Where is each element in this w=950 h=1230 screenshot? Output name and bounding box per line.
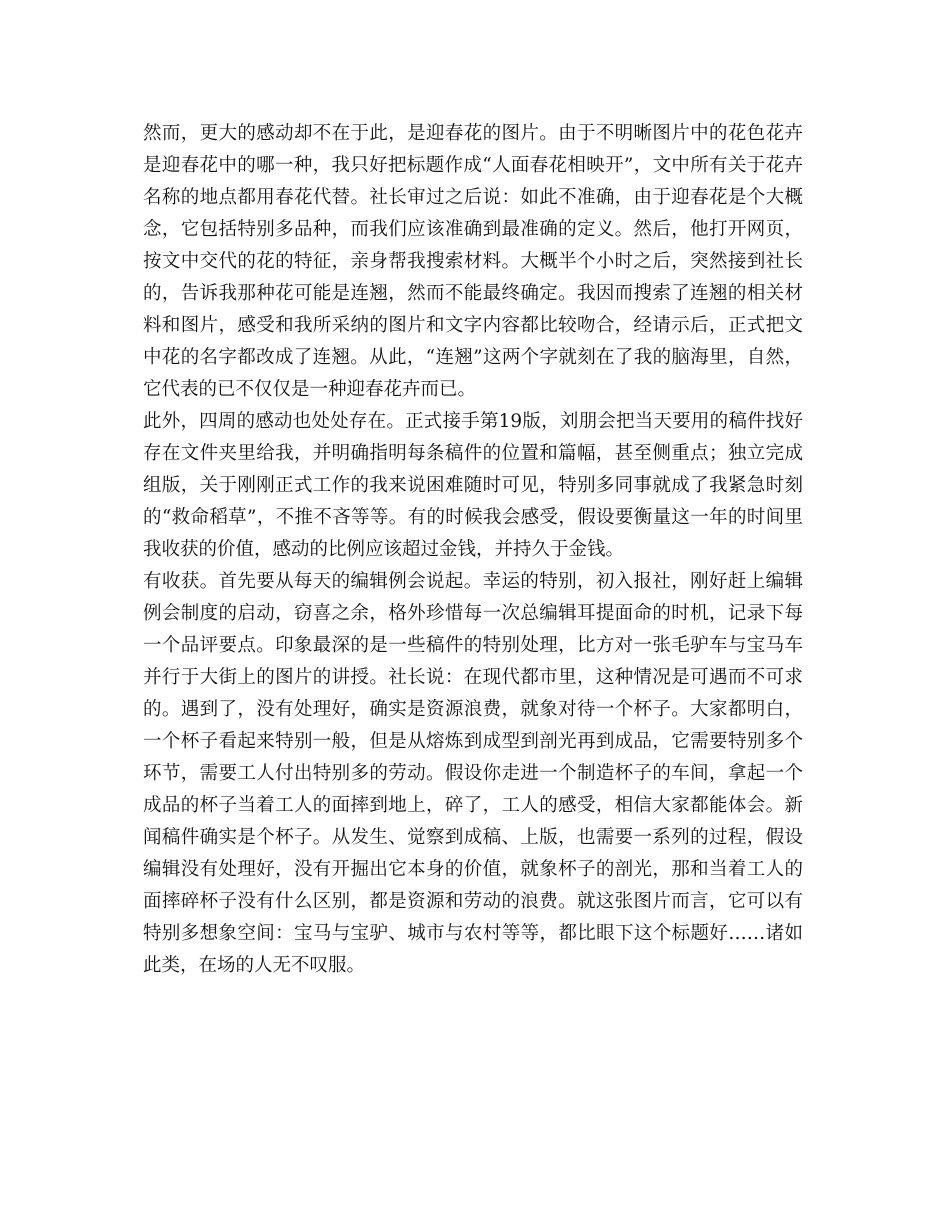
paragraph-1: 然而，更大的感动却不在于此，是迎春花的图片。由于不明晰图片中的花色花卉是迎春花中的哪一种，我只好把标题作成“人面春花相映开”，文中所有关于花卉名称的地点都用春花代替。社长审过之后说：如此不准确，由于迎春花是个大概念，它包括特别多品种，而我们应该准确到最准确的定义。然后，他打开网页，按文中交代的花的特征，亲身帮我搜索材料。大概半个小时之后，突然接到社长的，告诉我那种花可能是连翘，然而不能最终确定。我因而搜索了连翘的相关材料和图片，感受和我所采纳的图片和文字内容都比较吻合，经请示后，正式把文中花的名字都改成了连翘。从此，“连翘”这两个字就刻在了我的脑海里，自然，它代表的已不仅仅是一种迎春花卉而已。	[143, 123, 803, 400]
paragraph-3: 有收获。首先要从每天的编辑例会说起。幸运的特别，初入报社，刚好赶上编辑例会制度的启动，窃喜之余，格外珍惜每一次总编辑耳提面命的时机，记录下每一个品评要点。印象最深的是一些稿件的特别处理，比方对一张毛驴车与宝马车并行于大街上的图片的讲授。社长说：在现代都市里，这种情况是可遇而不可求的。遇到了，没有处理好，确实是资源浪费，就象对待一个杯子。大家都明白，一个杯子看起来特别一般，但是从熔炼到成型到剖光再到成品，它需要特别多个环节，需要工人付出特别多的劳动。假设你走进一个制造杯子的车间，拿起一个成品的杯子当着工人的面摔到地上，碎了，工人的感受，相信大家都能体会。新闻稿件确实是个杯子。从发生、觉察到成稿、上版，也需要一系列的过程，假设编辑没有处理好，没有开掘出它本身的价值，就象杯子的剖光，那和当着工人的面摔碎杯子没有什么区别，都是资源和劳动的浪费。就这张图片而言，它可以有特别多想象空间：宝马与宝驴、城市与农村等等，都比眼下这个标题好……诸如此类，在场的人无不叹服。	[143, 571, 803, 976]
document-body	[143, 118, 803, 982]
paragraph-2: 此外，四周的感动也处处存在。正式接手第19版，刘朋会把当天要用的稿件找好存在文件夹里给我，并明确指明每条稿件的位置和篇幅，甚至侧重点；独立完成组版，关于刚刚正式工作的我来说困难随时可见，特别多同事就成了我紧急时刻的“救命稻草”，不推不吝等等。有的时候我会感受，假设要衡量这一年的时间里我收获的价值，感动的比例应该超过金钱，并持久于金钱。	[143, 411, 803, 560]
